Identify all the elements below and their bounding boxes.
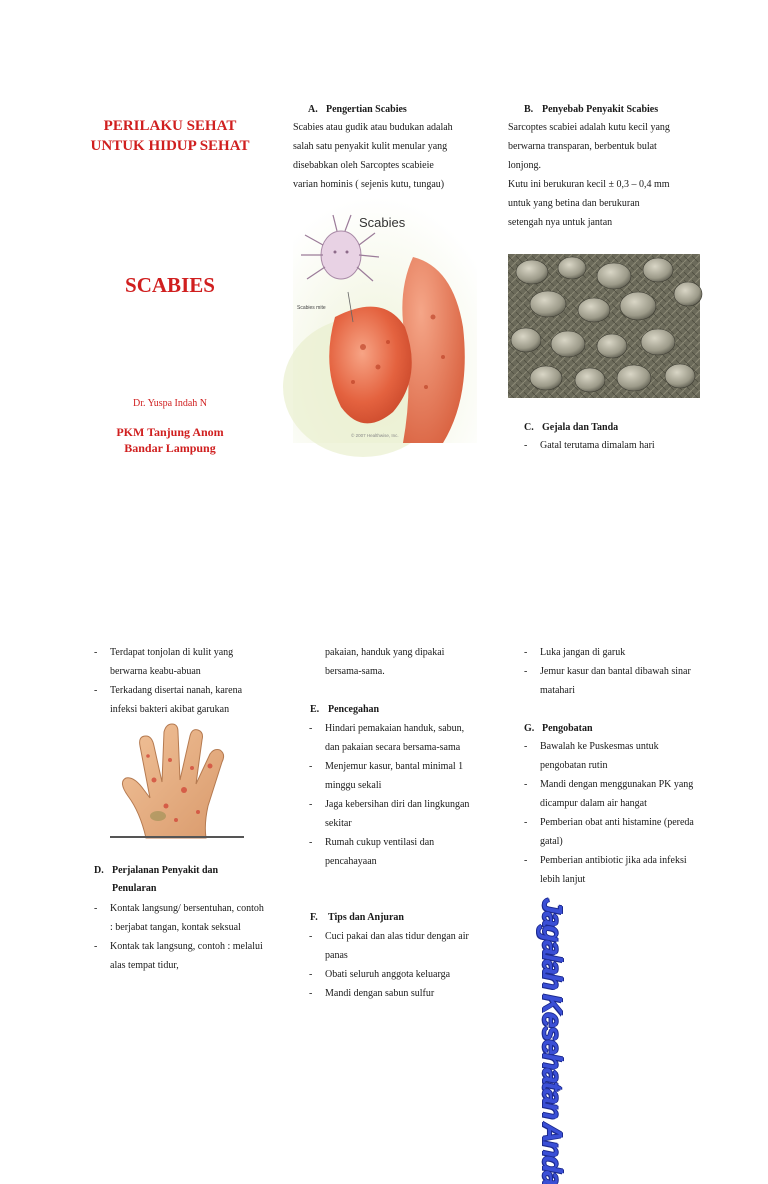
hand-image — [110, 720, 244, 842]
section-b-line: untuk yang betina dan berukuran — [508, 198, 640, 209]
section-g-heading — [524, 719, 593, 738]
hand-image-svg — [110, 720, 244, 842]
illustration-mite-label: Scabies mite — [297, 305, 326, 311]
list-item: - Pemberian obat anti histamine (pereda gatal) — [524, 813, 696, 851]
section-d-title-line1: Perjalanan Penyakit dan — [112, 865, 219, 876]
section-b-line: setengah nya untuk jantan — [508, 217, 613, 228]
list-item: - Mandi dengan menggunakan PK yang dicampur dalam air hangat — [524, 775, 696, 813]
mites-photo-svg — [508, 254, 700, 398]
section-g-letter: G. — [524, 723, 535, 734]
section-a-letter: A. — [308, 104, 318, 115]
section-a-line: salah satu penyakit kulit menular yang — [293, 141, 448, 152]
section-a-line: Scabies atau gudik atau budukan adalah — [293, 122, 453, 133]
section-d-title-line2: Penularan — [112, 883, 157, 894]
section-e-letter: E. — [310, 704, 320, 715]
list-item: - Menjemur kasur, bantal minimal 1 minggu sekali — [309, 757, 473, 795]
list-item: - Terkadang disertai nanah, karena infeksi bakteri akibat garukan — [94, 681, 266, 719]
section-a-line: disebabkan oleh Sarcoptes scabieie — [293, 160, 434, 171]
cover-title-line2: UNTUK HIDUP SEHAT — [90, 138, 250, 154]
org-line1: PKM Tanjung Anom — [116, 425, 224, 439]
list-item: - Jemur kasur dan bantal dibawah sinar matahari — [524, 662, 694, 700]
section-e-heading — [310, 700, 379, 719]
list-item: - Luka jangan di garuk — [524, 643, 694, 662]
section-c-letter: C. — [524, 422, 534, 433]
list-item: - Kontak langsung/ bersentuhan, contoh : berjabat tangan, kontak seksual — [94, 899, 266, 937]
slogan-text: Jagalah Kesehatan Anda — [537, 898, 568, 1184]
list-item: - Bawalah ke Puskesmas untuk pengobatan rutin — [524, 737, 696, 775]
section-c-title: Gejala dan Tanda — [542, 422, 619, 433]
section-b-heading — [524, 100, 658, 119]
list-item: - Pemberian antibiotic jika ada infeksi lebih lanjut — [524, 851, 696, 889]
list-item: - Cuci pakai dan alas tidur dengan air panas — [309, 927, 475, 965]
list-item: - Hindari pemakaian handuk, sabun, dan pakaian secara bersama-sama — [309, 719, 473, 757]
list-item: - Rumah cukup ventilasi dan pencahayaan — [309, 833, 473, 871]
list-item: - Kontak tak langsung, contoh : melalui alas tempat tidur, — [94, 937, 266, 975]
illustration-title: Scabies — [359, 215, 406, 230]
section-d-list — [94, 899, 266, 975]
section-d-letter: D. — [94, 865, 104, 876]
section-b-line: berwarna transparan, berbentuk bulat — [508, 141, 657, 152]
scabies-illustration-svg — [293, 197, 477, 443]
org-line2: Bandar Lampung — [124, 441, 216, 455]
cover-title — [72, 116, 268, 156]
cover-title-line1: PERILAKU SEHAT — [103, 118, 237, 134]
section-b-line: Sarcoptes scabiei adalah kutu kecil yang — [508, 122, 670, 133]
section-b-letter: B. — [524, 104, 534, 115]
hand-image-baseline — [110, 836, 244, 838]
section-b-line: lonjong. — [508, 160, 542, 171]
section-a-line: varian hominis ( sejenis kutu, tungau) — [293, 179, 445, 190]
section-f-list — [309, 927, 475, 1003]
cover-author: Dr. Yuspa Indah N — [132, 398, 208, 409]
section-g-title: Pengobatan — [542, 723, 593, 734]
section-b-text — [508, 118, 708, 232]
section-d-cont-line1: pakaian, handuk yang dipakai — [325, 647, 445, 658]
section-f-cont-list — [524, 643, 694, 700]
list-item: - Terdapat tonjolan di kulit yang berwarna keabu-abuan — [94, 643, 266, 681]
section-f-title: Tips dan Anjuran — [328, 912, 404, 923]
cover-subject: SCABIES — [125, 273, 215, 297]
list-item: - Gatal terutama dimalam hari — [524, 436, 704, 455]
section-d-cont — [325, 643, 485, 681]
section-c-list — [524, 436, 704, 455]
section-g-list — [524, 737, 696, 889]
section-f-heading — [310, 908, 404, 927]
section-f-letter: F. — [310, 912, 318, 923]
list-item: - Obati seluruh anggota keluarga — [309, 965, 475, 984]
section-e-list — [309, 719, 473, 871]
slogan-wordart — [526, 896, 686, 1184]
section-b-line: Kutu ini berukuran kecil ± 0,3 – 0,4 mm — [508, 179, 670, 190]
mites-photo — [508, 254, 700, 398]
section-e-title: Pencegahan — [328, 704, 380, 715]
section-c-heading — [524, 418, 618, 437]
section-d-heading — [94, 862, 218, 898]
section-a-heading — [308, 100, 407, 119]
cover-organization — [72, 424, 268, 456]
section-d-cont-line2: bersama-sama. — [325, 666, 385, 677]
illustration-credit: © 2007 Healthwise, Inc. — [351, 433, 399, 438]
section-c-cont-list — [94, 643, 266, 719]
section-a-title: Pengertian Scabies — [326, 104, 407, 115]
scabies-illustration — [293, 197, 477, 443]
list-item: - Jaga kebersihan diri dan lingkungan sekitar — [309, 795, 473, 833]
list-item: - Mandi dengan sabun sulfur — [309, 984, 475, 1003]
section-b-title: Penyebab Penyakit Scabies — [542, 104, 659, 115]
section-a-text — [293, 118, 483, 194]
